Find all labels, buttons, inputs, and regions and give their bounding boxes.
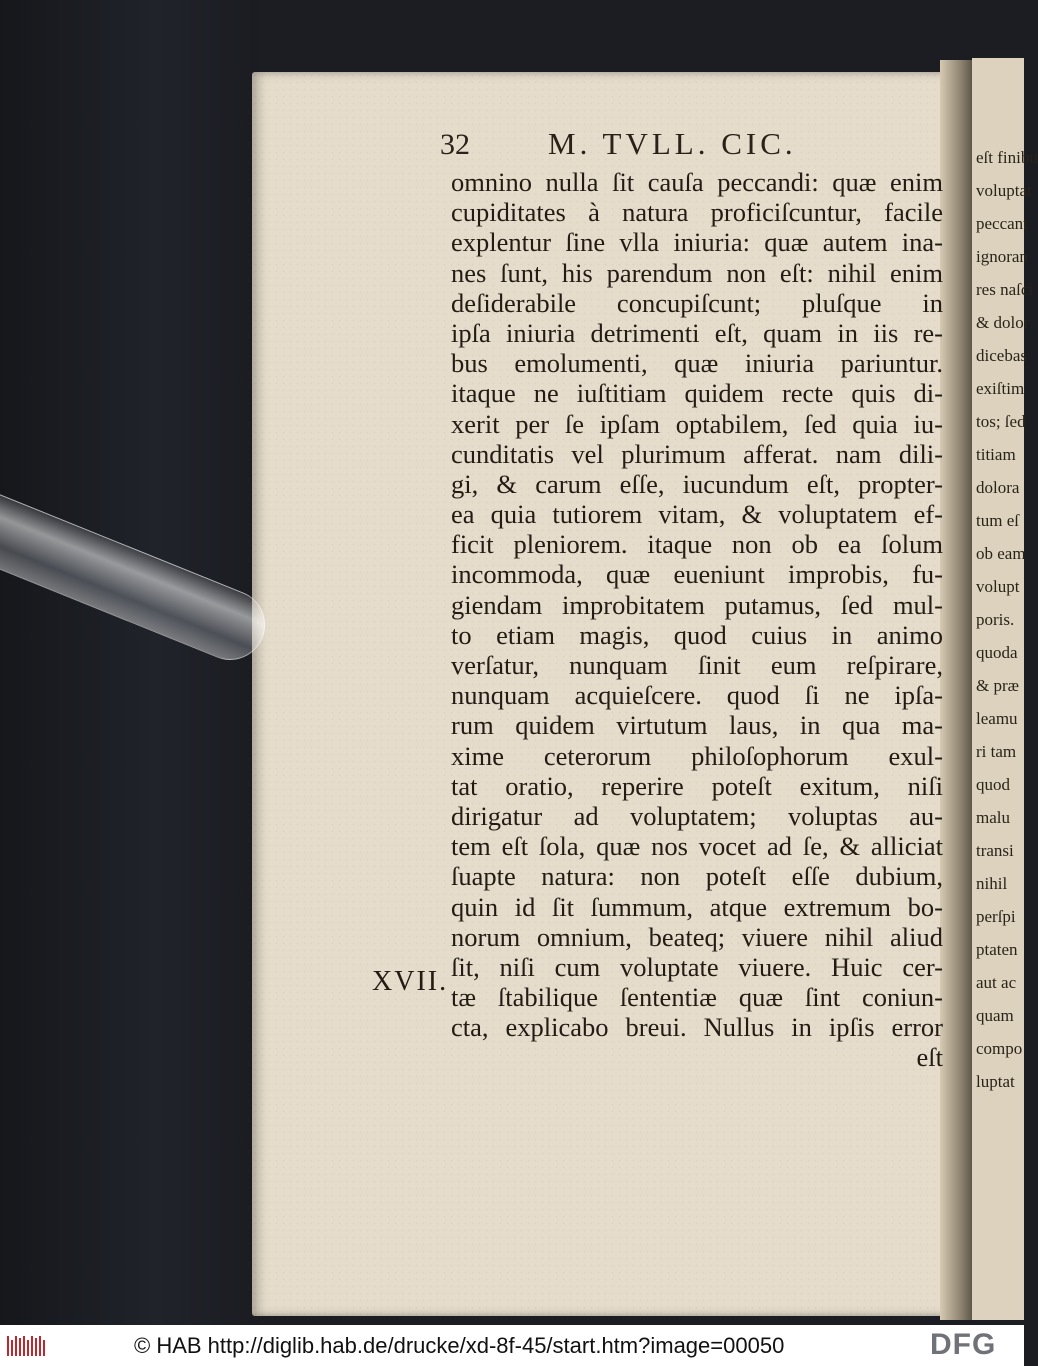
facing-page-text: & præ [976,676,1019,695]
source-url-link[interactable]: © HAB http://diglib.hab.de/drucke/xd-8f-45/start.htm?image=00050 [134,1333,785,1358]
text-line: cupiditates à natura proficiſcuntur, facile [451,197,943,228]
facing-page-text: quam [976,1006,1014,1025]
facing-page-text: dicebas [976,346,1027,365]
page-number: 32 [440,128,470,161]
text-line: verſatur, nunquam ſinit eum reſpirare, [451,650,943,680]
facing-page-text: perſpi [976,907,1016,926]
facing-page-text: nihil [976,874,1008,893]
text-line: deſiderabile concupiſcunt; pluſque in [451,287,943,318]
facing-page-text: ptaten [976,940,1018,959]
text-line: itaque ne iuſtitiam quidem recte quis di- [451,378,943,409]
text-line: bus emolumenti, quæ iniuria pariuntur. [451,348,943,379]
text-line: tæ ſtabilique ſententiæ quæ ſint coniun- [451,982,943,1013]
facing-page-text: poris. [976,610,1015,629]
facing-page-text: & dolor [976,313,1030,332]
text-line: xime ceterorum philoſophorum exul- [451,740,943,771]
facing-page-text: transi [976,841,1014,860]
facing-page-text: titiam [976,445,1016,464]
text-line: gi, & carum eſſe, iucundum eſt, propter- [451,468,943,499]
facing-page-text: leamu [976,709,1018,728]
facing-page-text: luptat [976,1072,1015,1091]
facing-page-text: tum eſ [976,511,1019,530]
catchword: eſt [916,1042,943,1073]
text-line: ſuapte natura: non poteſt eſſe dubium, [451,861,943,892]
text-line: incommoda, quæ eueniunt improbis, fu- [451,559,943,590]
facing-page-text: ri tam [976,742,1017,761]
facing-page-text: tos; ſed [976,412,1026,431]
facing-page-text: ob eam [976,544,1026,563]
facing-page-fragment [972,58,1038,1320]
text-line: ea quia tutiorem vitam, & voluptatem ef- [451,499,943,530]
dfg-logo: DFG [930,1328,997,1361]
text-line: nes ſunt, his parendum non eſt: nihil enim [451,257,943,288]
text-line: explentur ſine vlla iniuria: quæ autem ina- [451,227,943,258]
text-line: xerit per ſe ipſam optabilem, ſed quia iu- [451,408,943,439]
facing-page-text: malu [976,808,1010,827]
text-line: ſit, niſi cum voluptate viuere. Huic cer- [451,951,943,982]
facing-page-text: eſt finibu [976,148,1038,167]
facing-page-text: voluptat [976,181,1032,200]
footer-bar [0,1325,1024,1366]
text-line: tat oratio, reperire poteſt exitum, niſi [451,770,943,801]
text-line: ficit pleniorem. itaque non ob ea ſolum [451,529,943,560]
facing-page-text: quoda [976,643,1018,662]
text-line: tem eſt ſola, quæ nos vocet ad ſe, & alliciat [451,831,943,862]
text-line: rum quidem virtutum laus, in qua ma- [451,710,943,741]
facing-page-text: compo [976,1039,1023,1058]
text-line: quin id ſit ſummum, atque extremum bo- [451,891,943,922]
text-line: cta, explicabo breui. Nullus in ipſis error [451,1012,943,1043]
text-line: dirigatur ad voluptatem; voluptas au- [451,800,943,831]
text-line: cunditatis vel plurimum afferat. nam dili- [451,438,943,469]
text-line: to etiam magis, quod cuius in animo [451,619,943,650]
hab-logo-icon [6,1334,46,1358]
facing-page-text: peccant [976,214,1028,233]
background-cloth [0,0,260,1325]
text-line: nunquam acquieſcere. quod ſi ne ipſa- [451,680,943,711]
body-text [451,167,943,1073]
facing-page-text: quod [976,775,1010,794]
text-line: omnino nulla ſit cauſa peccandi: quæ enim [451,167,943,197]
running-head: M. TVLL. CIC. [548,126,797,161]
text-line: giendam improbitatem putamus, ſed mul- [451,589,943,620]
facing-page-text: exiſtim [976,379,1025,398]
facing-page-text: aut ac [976,973,1017,992]
facing-page-text: volupt [976,577,1020,596]
text-line: ipſa iniuria detrimenti eſt, quam in iis re- [451,317,943,348]
text-line: norum omnium, beateq; viuere nihil aliud [451,921,943,952]
facing-page-text: ignoran [976,247,1028,266]
page-header [440,126,840,166]
facing-page-text: dolora [976,478,1020,497]
facing-page-text: res naſci [976,280,1034,299]
chapter-marker: XVII. [372,966,449,997]
